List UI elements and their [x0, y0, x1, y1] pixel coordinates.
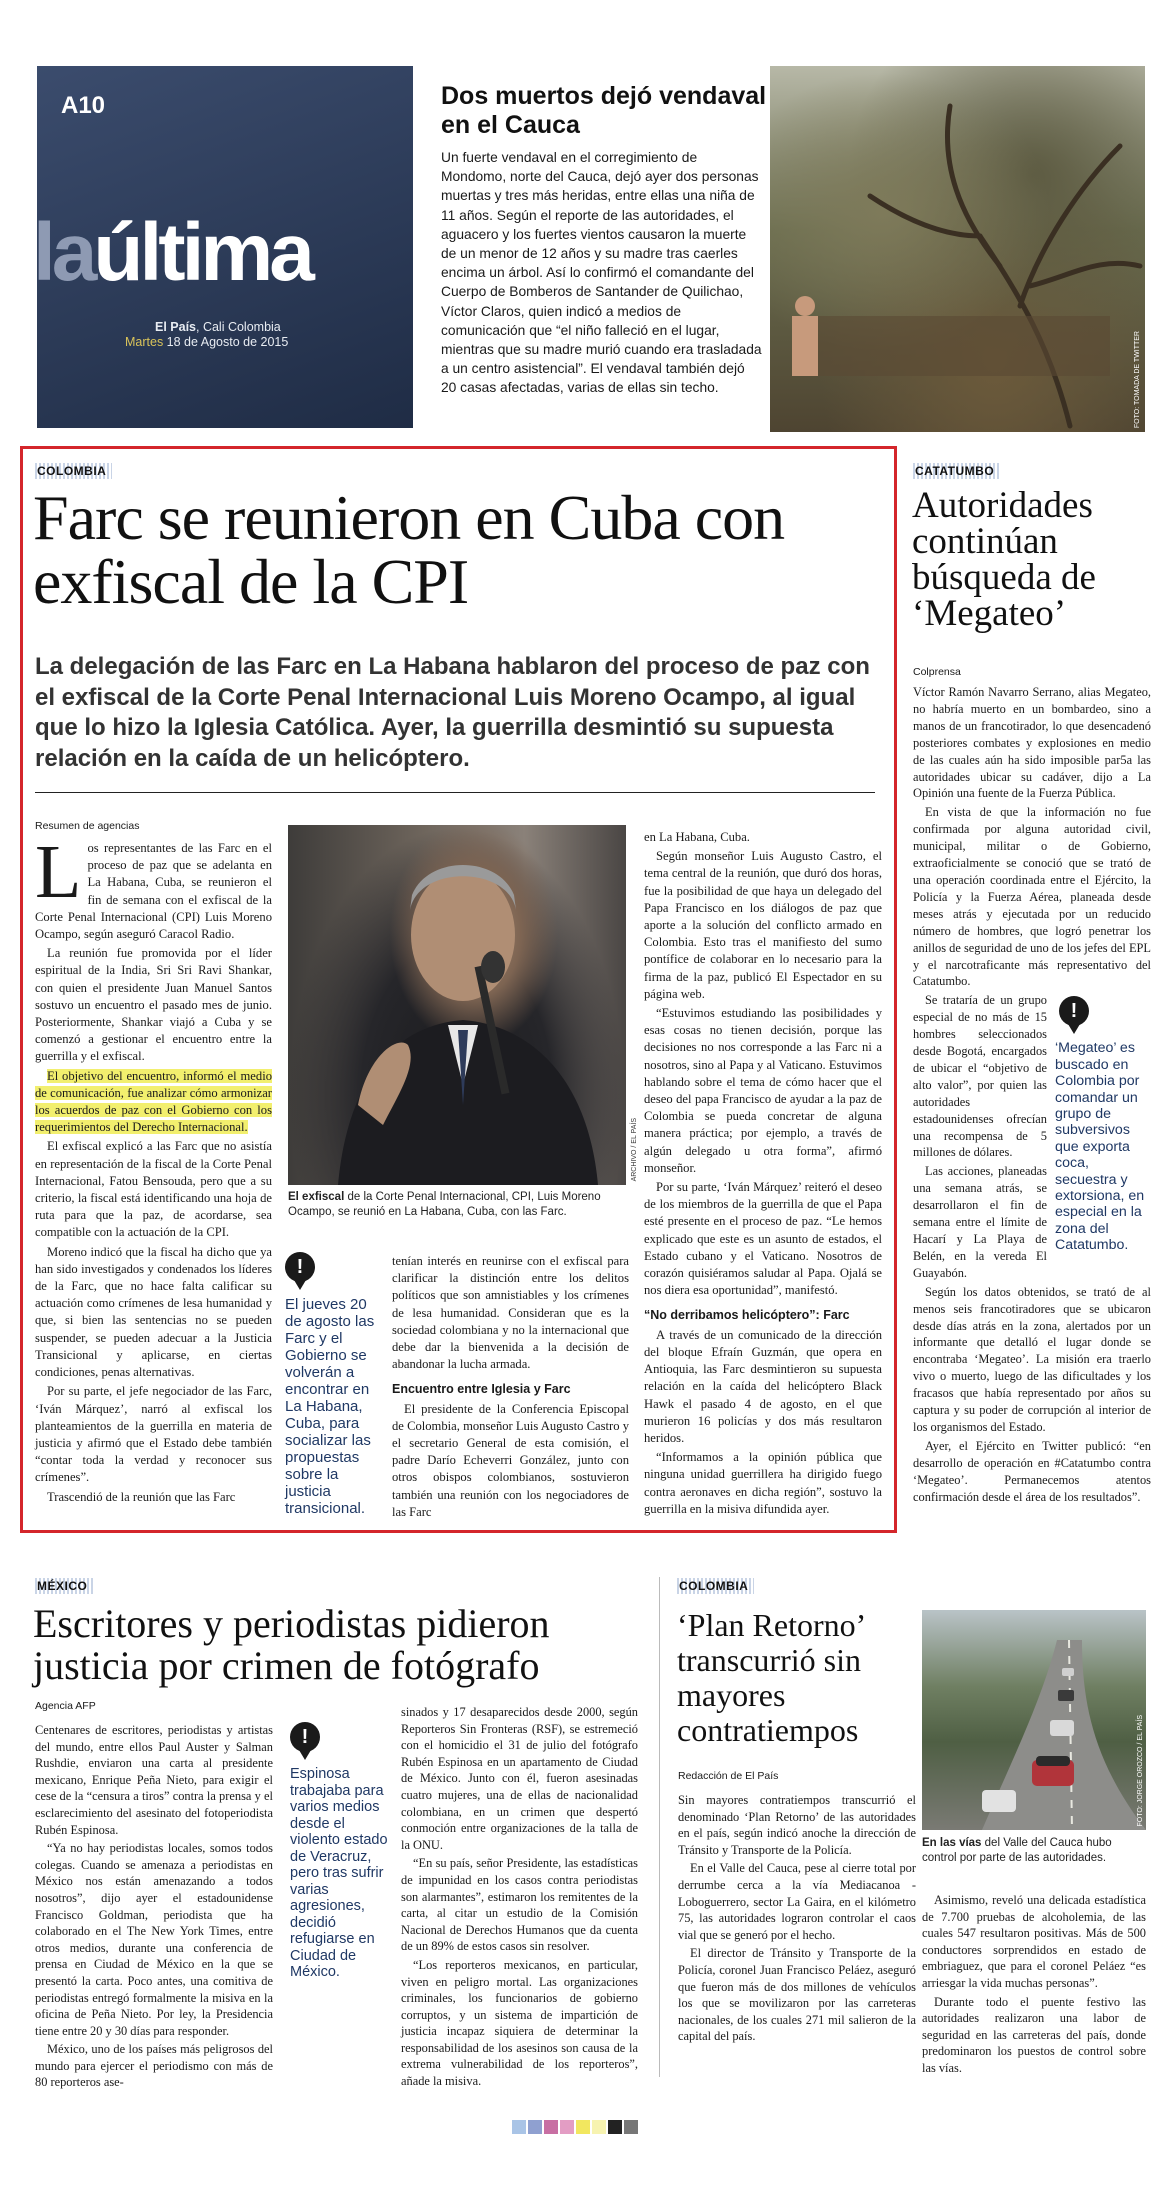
retorno-p3: El director de Tránsito y Transporte de la Policía, coronel Juan Francisco Peláez, aseguró que fueron más de dos millones de vehículos los que se movilizaron por las carreteras nacionales, de los cuales 271 mil salieron de la capital del país. — [678, 1946, 916, 2044]
side-byline: Colprensa — [913, 666, 961, 678]
top-photo-credit: FOTO: TOMADA DE TWITTER — [1134, 330, 1141, 428]
retorno-caption-bold: En las vías — [922, 1837, 982, 1849]
retorno-photo — [922, 1610, 1146, 1830]
retorno-col-1 — [678, 1792, 916, 2047]
side-p3: Se trataría de un grupo especial de no más de 15 hombres seleccionados desde Bogotá, encargados de ubicar el “objetivo de alto valor”, por quien las autoridades estadounidenses ofrecían una recompensa de 5 millones de dólares. — [913, 993, 1047, 1160]
retorno-section-tag: COLOMBIA — [677, 1578, 754, 1594]
r-p3: “Estuvimos estudiando las posibilidades y esas cosas no tienen decisión, porque las decisiones no nos corresponde a las Farc ni a nosotros, sino al Papa y al Vaticano. Estuvimos hablando sobre el tema de cómo hacer que el deseo del papa Francisco de ayudar a la paz de Colombia se pueda concretar de alguna manera práctica; por ejemplo, a través de algún delegado u otra forma”, afirmó monseñor. — [644, 1006, 882, 1175]
mid-p1: tenían interés en reunirse con el exfiscal para clarificar la distinción entre los delitos políticos que son amnistiables y los crímenes de lesa humanidad. Consideran que es la sociedad colombiana y no la internacional que debe dar la bienvenida a la decisión de abandonar la lucha armada. — [392, 1254, 629, 1372]
section-brand — [33, 206, 311, 300]
masthead-panel — [33, 66, 413, 428]
retorno-p4: Asimismo, reveló una delicada estadística de 7.700 pruebas de alcoholemia, de las cuales 547 resultaron positivas. Más de 500 conductores sorprendidos en estado de embriaguez, que para el coronel Peláez “es arriesgar la vida muchas personas”. — [922, 1893, 1146, 1990]
main-p4: El exfiscal explicó a las Farc que no asistía en representación de la fiscal de la Corte Penal Internacional, Fatou Bensouda, pero que a su criterio, la fiscal está identificando una hoja de ruta para que la paz, de acordarse, sea compatible con la actuación de la CPI. — [35, 1139, 272, 1240]
main-section-label — [35, 462, 112, 480]
main-p3 — [35, 1068, 272, 1137]
mexico-section-tag: MÉXICO — [35, 1578, 93, 1594]
mexico-byline: Agencia AFP — [35, 1700, 96, 1712]
retorno-section-label — [677, 1577, 754, 1595]
fallen-tree-illustration — [770, 66, 1145, 432]
exclamation-icon: ! — [290, 1722, 320, 1752]
mexico-section-label — [35, 1577, 93, 1595]
mexico-q2: “En su país, señor Presidente, las estadísticas de impunidad en los casos contra periodistas son alarmantes”, estimaron los remitentes de la carta, al citar un estudio de la Comisión Nacional de Derechos Humanos que da cuenta de un 89% de estos casos sin resolver. — [401, 1856, 638, 1954]
r-p1: en La Habana, Cuba. — [644, 830, 750, 844]
date: 18 de Agosto de 2015 — [163, 335, 289, 349]
side-p4: Las acciones, planeadas una semana atrás, se desarrollaron el fin de semana entre el límite de Hacarí y La Playa de Belén, en la vereda El Guayabón. — [913, 1164, 1047, 1280]
mexico-pull-quote — [290, 1722, 392, 1981]
side-p1: Víctor Ramón Navarro Serrano, alias Megateo, no habría muerto en un bombardeo, sino a manos de un francotirador, lo que desencadenó posteriores combates y explosiones en medio de las cuales aún ha sido imposible par5a las autoridades ubicar su cadáver, dijo a La Opinión una fuente de la Fuerza Pública. — [913, 685, 1151, 801]
portrait-illustration — [288, 825, 626, 1185]
r-subhead: “No derribamos helicóptero”: Farc — [644, 1308, 850, 1323]
side-pull-quote — [1055, 996, 1151, 1253]
main-byline: Resumen de agencias — [35, 820, 140, 832]
side-p2: En vista de que la información no fue confirmada por alguna autoridad civil, municipal, militar o de Gobierno, extraoficialmente se conoció que se trató de una operación coordinada entre el Ejército, la Policía y la Fuerza Aérea, planeada desde meses atrás y ejecutada por un reducido número de hombres, que logró penetrar los anillos de seguridad de uno de los jefes del EPL y el narcotraficante más representativo del Catatumbo. — [913, 805, 1151, 989]
dropcap: L — [35, 830, 82, 914]
exclamation-icon: ! — [285, 1252, 315, 1282]
main-col-3 — [644, 829, 882, 1520]
retorno-col-2 — [922, 1892, 1146, 2079]
main-section-tag: COLOMBIA — [35, 463, 112, 479]
main-deck: La delegación de las Farc en La Habana hablaron del proceso de paz con el exfiscal de la Corte Penal Internacional Luis Moreno Ocampo, al igual que lo hizo la Iglesia Católica. Ayer, la guerrilla desmintió su supuesta relación en la caída de un helicóptero. — [35, 653, 870, 772]
masthead-dateline — [125, 320, 289, 350]
mexico-q3: “Los reporteros mexicanos, en particular, viven en peligro mortal. Las organizaciones criminales, los funcionarios de gobierno corruptos, y un sistema de impartición de justicia incapaz siquiera de determinar la responsabilidad de los asesinos son causa de la extrema vulnerabilidad de los reporteros”, añade la misiva. — [401, 1957, 638, 2089]
brand-part-la: la — [33, 207, 94, 298]
highlighted-text: El objetivo del encuentro, informó el medio de comunicación, fue analizar cómo armonizar los acuerdos de paz con el Gobierno con los requerimientos del Derecho Internacional. — [35, 1068, 272, 1135]
main-p6: Por su parte, el jefe negociador de las Farc, ‘Iván Márquez’, narró al exfiscal los planteamientos de la guerrilla en materia de justicia y afirmó que el Estado debe también “contar toda la verdad y reconocer sus crímenes”. — [35, 1384, 272, 1485]
retorno-photo-credit: FOTO: JORGE OROZCO / EL PAÍS — [1137, 1714, 1144, 1826]
main-p5: Moreno indicó que la fiscal ha dicho que ya han sido investigados y condenados los líderes de la Farc, que no hace falta calificar su actuación como crímenes de lesa humanidad y que, si bien las sentencias no se pueden suspender, se pueden adecuar a la Justicia Transicional y aplicarse, en ciertas condiciones, penas alternativas. — [35, 1244, 272, 1380]
side-p5: Según los datos obtenidos, se trató de al menos seis francotiradores que se ubicaron desde días atrás en la zona, alertados por un informante que detalló el lugar donde se encontraba ‘Megateo’. La misión era traerlo vivo o muerto, luego de las dificultades y los fracasos que había representado por años su captura y su poder de corrupción al interior de los organismos del Estado. — [913, 1284, 1151, 1434]
caption-text: de la Corte Penal Internacional, CPI, Luis Moreno Ocampo, se reunió en La Habana, Cuba, con las Farc. — [288, 1191, 601, 1218]
main-photo-caption — [288, 1190, 624, 1220]
r-p6: “Informamos a la opinión pública que ninguna unidad guerrillera ha dirigido fuego contra aeronaves en dicha región”, sostuvo la guerrilla en la misiva difundida ayer. — [644, 1450, 882, 1516]
main-p7: Trascendió de la reunión que las Farc — [47, 1489, 236, 1504]
mexico-p3: México, uno de los países más peligrosos del mundo para ejercer el periodismo con más de 80 reporteros ase- — [35, 2042, 273, 2090]
mexico-p1: Centenares de escritores, periodistas y artistas del mundo, entre ellos Paul Auster y Salman Rushdie, enviaron una carta al presidente mexicano, Enrique Peña Nieto, para exigir el cese de la “censura a tiros” contra la prensa y el esclarecimiento del asesinato del fotoperiodista Rubén Espinosa. — [35, 1723, 273, 1837]
mid-p2: El presidente de la Conferencia Episcopal de Colombia, monseñor Luis Augusto Castro y el secretario General de esta comisión, el padre Darío Echeverri González, junto con otros obispos colombianos, sostuvieron también una reunión con los negociadores de las Farc — [392, 1401, 629, 1519]
mexico-headline: Escritores y periodistas pidieron justicia por crimen de fotógrafo — [33, 1601, 550, 1688]
retorno-p2: En el Valle del Cauca, pese al cierre total por derrumbe cerca a la vía Mediacanoa - Loboguerrero, sector La Gaira, en el kilómetro 75, las autoridades lograron controlar el caos vial que se generó por el hecho. — [678, 1861, 916, 1942]
city: , Cali Colombia — [196, 320, 281, 334]
main-photo — [288, 825, 638, 1185]
mexico-q1: sinados y 17 desaparecidos desde 2000, según Reporteros Sin Fronteras (RSF), se estremeció con el homicidio el 31 de julio del fotógrafo Rubén Espinosa en un apartamento de Ciudad de México. Junto con él, fueron asesinadas cuatro mujeres, una de ellas de nacionalidad colombiana, en un crimen que despertó conmoción entre organizaciones de la talla de la ONU. — [401, 1705, 638, 1852]
top-story-photo — [770, 66, 1145, 432]
r-p5: A través de un comunicado de la dirección del bloque Efraín Guzmán, que opera en Antioquia, las Farc desmintieron su supuesta relación en la caída del helicóptero Black Hawk el pasado 4 de agosto, en el que murieron 16 policías y dos más resultaron heridos. — [644, 1327, 882, 1445]
main-p2: La reunión fue promovida por el líder espiritual de la India, Sri Sri Ravi Shankar, con quien el presidente Juan Manuel Santos sostuvo un encuentro el pasado mes de junio. Posteriormente, Shankar viajó a Cuba y se comenzó a gestionar el encuentro entre la guerrilla y el exfiscal. — [35, 946, 272, 1064]
side-section-label — [913, 462, 1000, 480]
color-registration-bar — [512, 2120, 638, 2136]
column-divider — [659, 1577, 660, 2077]
retorno-p5: Durante todo el puente festivo las autoridades realizaron una labor de seguridad en las carreteras del país, donde predominaron los puestos de control sobre las vías. — [922, 1994, 1146, 2075]
mexico-pull-text: Espinosa trabajaba para varios medios desde el violento estado de Veracruz, pero tras sufrir varias agresiones, decidió refugiarse en Ciudad de México. — [290, 1766, 388, 1980]
brand-part-ultima: última — [93, 207, 311, 298]
top-story-body: Un fuerte vendaval en el corregimiento de Mondomo, norte del Cauca, dejó ayer dos personas muertas y tres más heridas, entre ellas una niña de 11 años. Según el reporte de las autoridades, el aguacero y los fuertes vientos causaron la muerte de un menor de 12 años y su madre tras caerles encima un árbol. Así lo confirmó el comandante del Cuerpo de Bomberos de Santander de Quilichao, Víctor Claros, quien indicó a medios de comunicación que “el niño falleció en el lugar, mientras que su madre murió cuando era trasladada a un centro asistencial”. El vendaval también dejó 20 casas afectadas, varias de ellas sin techo. — [441, 150, 762, 396]
newspaper-name: El País — [155, 320, 196, 334]
side-pull-text: ‘Megateo’ es buscado en Colombia por comandar un grupo de subversivos que exporta coca, secuestra y extorsiona, en especial en la zona del Catatumbo. — [1055, 1040, 1145, 1254]
top-story-title: Dos muertos dejó vendaval en el Cauca — [441, 82, 767, 139]
mid-subhead: Encuentro entre Iglesia y Farc — [392, 1382, 571, 1397]
mexico-col-2 — [401, 1704, 638, 2092]
retorno-caption-text: del Valle del Cauca hubo control por parte de las autoridades. — [922, 1837, 1112, 1864]
side-section-tag: CATATUMBO — [913, 463, 1000, 479]
pull-quote-text: El jueves 20 de agosto las Farc y el Gobierno se volverán a encontrar en La Habana, Cuba, para socializar las propuestas sobre la justicia transicional. — [285, 1296, 375, 1517]
main-col-1 — [35, 830, 272, 1508]
deck-rule — [35, 792, 875, 793]
main-p1: os representantes de las Farc en el proceso de paz que se adelanta en La Habana, Cuba, se reunieron el fin de semana con el exfiscal de la Corte Penal Internacional (CPI) Luis Moreno Ocampo, según aseguró Caracol Radio. — [35, 841, 272, 942]
weekday: Martes — [125, 335, 164, 349]
retorno-photo-caption — [922, 1836, 1146, 1866]
main-photo-credit: ARCHIVO / EL PAÍS — [631, 1117, 638, 1181]
side-headline: Autoridades continúan búsqueda de ‘Megateo’ — [912, 485, 1096, 634]
mexico-p2: “Ya no hay periodistas locales, somos todos colegas. Cuando se amenaza a periodistas en México nos están amenazando a todos nosotros”, dijo ayer el estadounidense Francisco Goldman, periodista que ha colaborado en el The New York Times, entre otros medios, durante una conferencia de prensa en Ciudad de México en la que se presentó la carta. Poco antes, una comitiva de periodistas entregó formalmente la misiva en la oficina de Peña Nieto. Por ley, la Presidencia tiene entre 20 y 30 días para responder. — [35, 1841, 273, 2038]
mexico-col-1 — [35, 1722, 273, 2093]
retorno-byline: Redacción de El País — [678, 1770, 779, 1782]
highway-illustration — [922, 1610, 1146, 1830]
retorno-p1: Sin mayores contratiempos transcurrió el denominado ‘Plan Retorno’ de las autoridades en el país, según indicó anoche la dirección de Tránsito y Transporte de la Policía. — [678, 1793, 916, 1857]
main-pull-quote — [285, 1252, 385, 1517]
page-number: A10 — [61, 92, 106, 119]
exclamation-icon: ! — [1059, 996, 1089, 1026]
r-p4: Por su parte, ‘Iván Márquez’ reiteró el deseo de los miembros de la guerrilla de que el Papa esté presente en el proceso de paz. “Le hemos explicado que este es un asunto de estados, el Estado cubano y el Vaticano. Nosotros de corazón quisiéramos saludar al Papa. Ojalá se nos diera esa oportunidad”, manifestó. — [644, 1180, 882, 1298]
r-p2: Según monseñor Luis Augusto Castro, el tema central de la reunión, que duró dos horas, fue la posibilidad de que haya un delegado del Papa Francisco en los diálogos de paz que aporte a la solución del conflicto armado en Colombia. Esto tras el manifiesto del sumo pontífice de colaborar en lo necesario para la firma de la paz, publicó El Espectador en su página web. — [644, 849, 882, 1001]
caption-bold: El exfiscal — [288, 1191, 345, 1203]
side-p6: Ayer, el Ejército en Twitter publicó: “en desarrollo de operación en #Catatumbo contra ‘Megateo’. Permanecemos atentos confirmación desde el área de los resultados”. — [913, 1438, 1151, 1504]
retorno-headline: ‘Plan Retorno’ transcurrió sin mayores contratiempos — [677, 1607, 864, 1748]
side-col — [913, 684, 1151, 1508]
main-col-2 — [392, 1253, 629, 1523]
main-headline: Farc se reunieron en Cuba con exfiscal de la CPI — [33, 482, 785, 617]
